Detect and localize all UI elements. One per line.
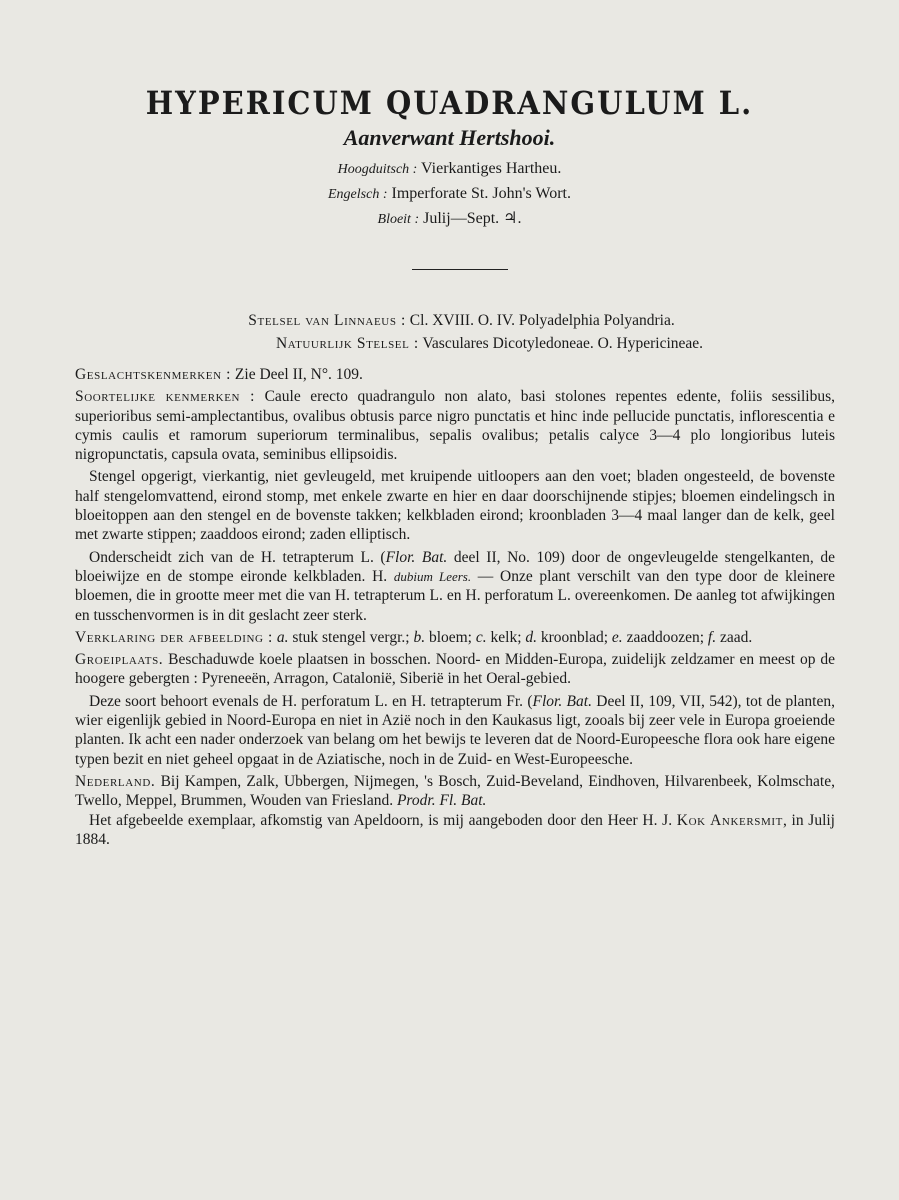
diff-ref-flora: Flor. Bat. — [385, 548, 448, 566]
bloom-value: Julij—Sept. ♃. — [423, 210, 522, 227]
figure-text-e: zaaddoozen; — [622, 628, 708, 646]
figure-legend-paragraph — [75, 628, 835, 647]
donor-name: Kok Ankersmit — [676, 811, 783, 829]
origin-paragraph — [75, 811, 835, 850]
origin-text-2: , in Julij 1884. — [75, 811, 835, 848]
figure-text-b: bloem; — [425, 628, 476, 646]
english-name-line — [0, 185, 899, 203]
species-paragraph — [75, 387, 835, 464]
genus-label: Geslachtskenmerken : — [75, 366, 232, 383]
figure-label: Verklaring der afbeelding : — [75, 628, 273, 646]
natural-value: Vasculares Dicotyledoneae. O. Hypericineae. — [422, 335, 704, 352]
dist-text-1: Deze soort behoort evenals de H. perforatum L. en H. tetrapterum Fr. ( — [89, 692, 533, 710]
origin-text-1: Het afgebeelde exemplaar, afkomstig van Apeldoorn, is mij aangeboden door den Heer H. J. — [89, 811, 677, 829]
linnaeus-system-line — [12, 312, 899, 330]
figure-text-f: zaad. — [716, 628, 753, 646]
species-text: Caule erecto quadrangulo non alato, basi stolones repentes edente, foliis sessilibus, superioribus semi-amplectantibus, ovalibus obtusis parce nigro punctatis et hinc inde pellucide punctatis, inflorescentia e cymis caulis et ramorum superiorum terminalibus, sepalis ovalibus; petalis calyce 3—4 plo longioribus luteis nigropunctatis, capsula ovata, seminibus ellipsoidis. — [75, 388, 836, 464]
habitat-label: Groeiplaats. — [75, 651, 164, 669]
figure-key-a: a. — [276, 628, 289, 646]
figure-text-c: kelk; — [486, 628, 526, 646]
figure-key-e: e. — [611, 628, 623, 646]
divider-rule — [412, 269, 508, 270]
german-name: Vierkantiges Hartheu. — [421, 160, 562, 177]
description-paragraph: Stengel opgerigt, vierkantig, niet gevleugeld, met kruipende uitloopers aan den voet; bladen ongesteeld, de bovenste half stengelomvattend, eirond stomp, met enkele zwarte en hier en daar doorschijnende stipjes; bloemen eindelingsch in bloeitoppen aan den stengel en de bovenste takken; kelkbladen eirond; kroonbladen 3—4 maal langer dan de kelk, geel met zwarte stippen; zaaddoos eirond; zaden elliptisch. — [75, 468, 835, 544]
distribution-paragraph — [75, 692, 835, 769]
figure-key-c: c. — [475, 628, 487, 646]
genus-value: Zie Deel II, N°. 109. — [234, 366, 363, 383]
diff-ref-leers: dubium Leers. — [393, 568, 472, 584]
netherlands-label: Nederland. — [75, 772, 156, 790]
german-label: Hoogduitsch : — [337, 162, 418, 177]
linnaeus-label: Stelsel van Linnaeus : — [248, 312, 406, 329]
english-label: Engelsch : — [328, 187, 388, 202]
species-label: Soortelijke kenmerken : — [75, 388, 256, 406]
bloom-label: Bloeit : — [377, 212, 420, 227]
habitat-text: Beschaduwde koele plaatsen in bosschen. Noord- en Midden-Europa, zuidelijk zeldzamer en meest op de hoogere gebergten : Pyreneeën, Arragon, Catalonië, Siberië in het Oeral-gebied. — [75, 651, 835, 688]
figure-key-b: b. — [413, 628, 426, 646]
differences-paragraph — [75, 548, 835, 625]
english-name: Imperforate St. John's Wort. — [391, 185, 571, 202]
netherlands-paragraph — [75, 772, 835, 811]
natural-system-line — [40, 335, 899, 353]
habitat-paragraph — [75, 650, 835, 689]
genus-paragraph — [75, 365, 835, 384]
netherlands-text: Bij Kampen, Zalk, Ubbergen, Nijmegen, 's Bosch, Zuid-Beveland, Eindhoven, Hilvarenbeek, Kolmschate, Twello, Meppel, Brummen, Wouden van Friesland. — [75, 772, 835, 810]
dist-text-2: Deel II, 109, VII, 542), tot de planten, wier eigenlijk gebied in Noord-Europa en niet in Azië noch in den Kaukasus ligt, zooals bij zeer vele in Europa groeiende planten. Ik acht een nader onderzoek van belang om het bewijs te leveren dat de Noord-Europeesche flora ook hare eigene typen bezit en niet geheel opgaat in de Aziatische, noch in de Zuid- en West-Europeesche. — [75, 692, 835, 768]
bloom-line — [0, 208, 899, 228]
diff-text-1: Onderscheidt zich van de H. tetrapterum L. ( — [89, 548, 386, 566]
figure-text-a: stuk stengel vergr.; — [288, 628, 414, 646]
dutch-name: Aanverwant Hertshooi. — [343, 125, 556, 150]
figure-key-f: f. — [707, 628, 717, 646]
natural-label: Natuurlijk Stelsel : — [275, 335, 419, 352]
german-name-line — [0, 160, 899, 178]
description-body — [75, 365, 835, 849]
figure-key-d: d. — [525, 628, 538, 646]
prodromus-ref: Prodr. Fl. Bat. — [396, 792, 487, 810]
dist-ref-flora: Flor. Bat. — [532, 692, 592, 710]
page-title: HYPERICUM QUADRANGULUM L. — [145, 84, 754, 122]
linnaeus-value: Cl. XVIII. O. IV. Polyadelphia Polyandria. — [409, 312, 675, 329]
diff-text-2: deel II, No. 109) door de ongevleugelde stengelkanten, de bloeiwijze en de stompe eironde kelkbladen. H. — [75, 548, 835, 585]
figure-text-d: kroonblad; — [537, 628, 612, 646]
diff-text-3: — Onze plant verschilt van den type door de kleinere bloemen, die in grootte meer met die van H. tetrapterum L. en H. perforatum L. overeenkomen. De aanleg tot afwijkingen en tusschenvormen is in dit geslacht zeer sterk. — [75, 567, 836, 624]
